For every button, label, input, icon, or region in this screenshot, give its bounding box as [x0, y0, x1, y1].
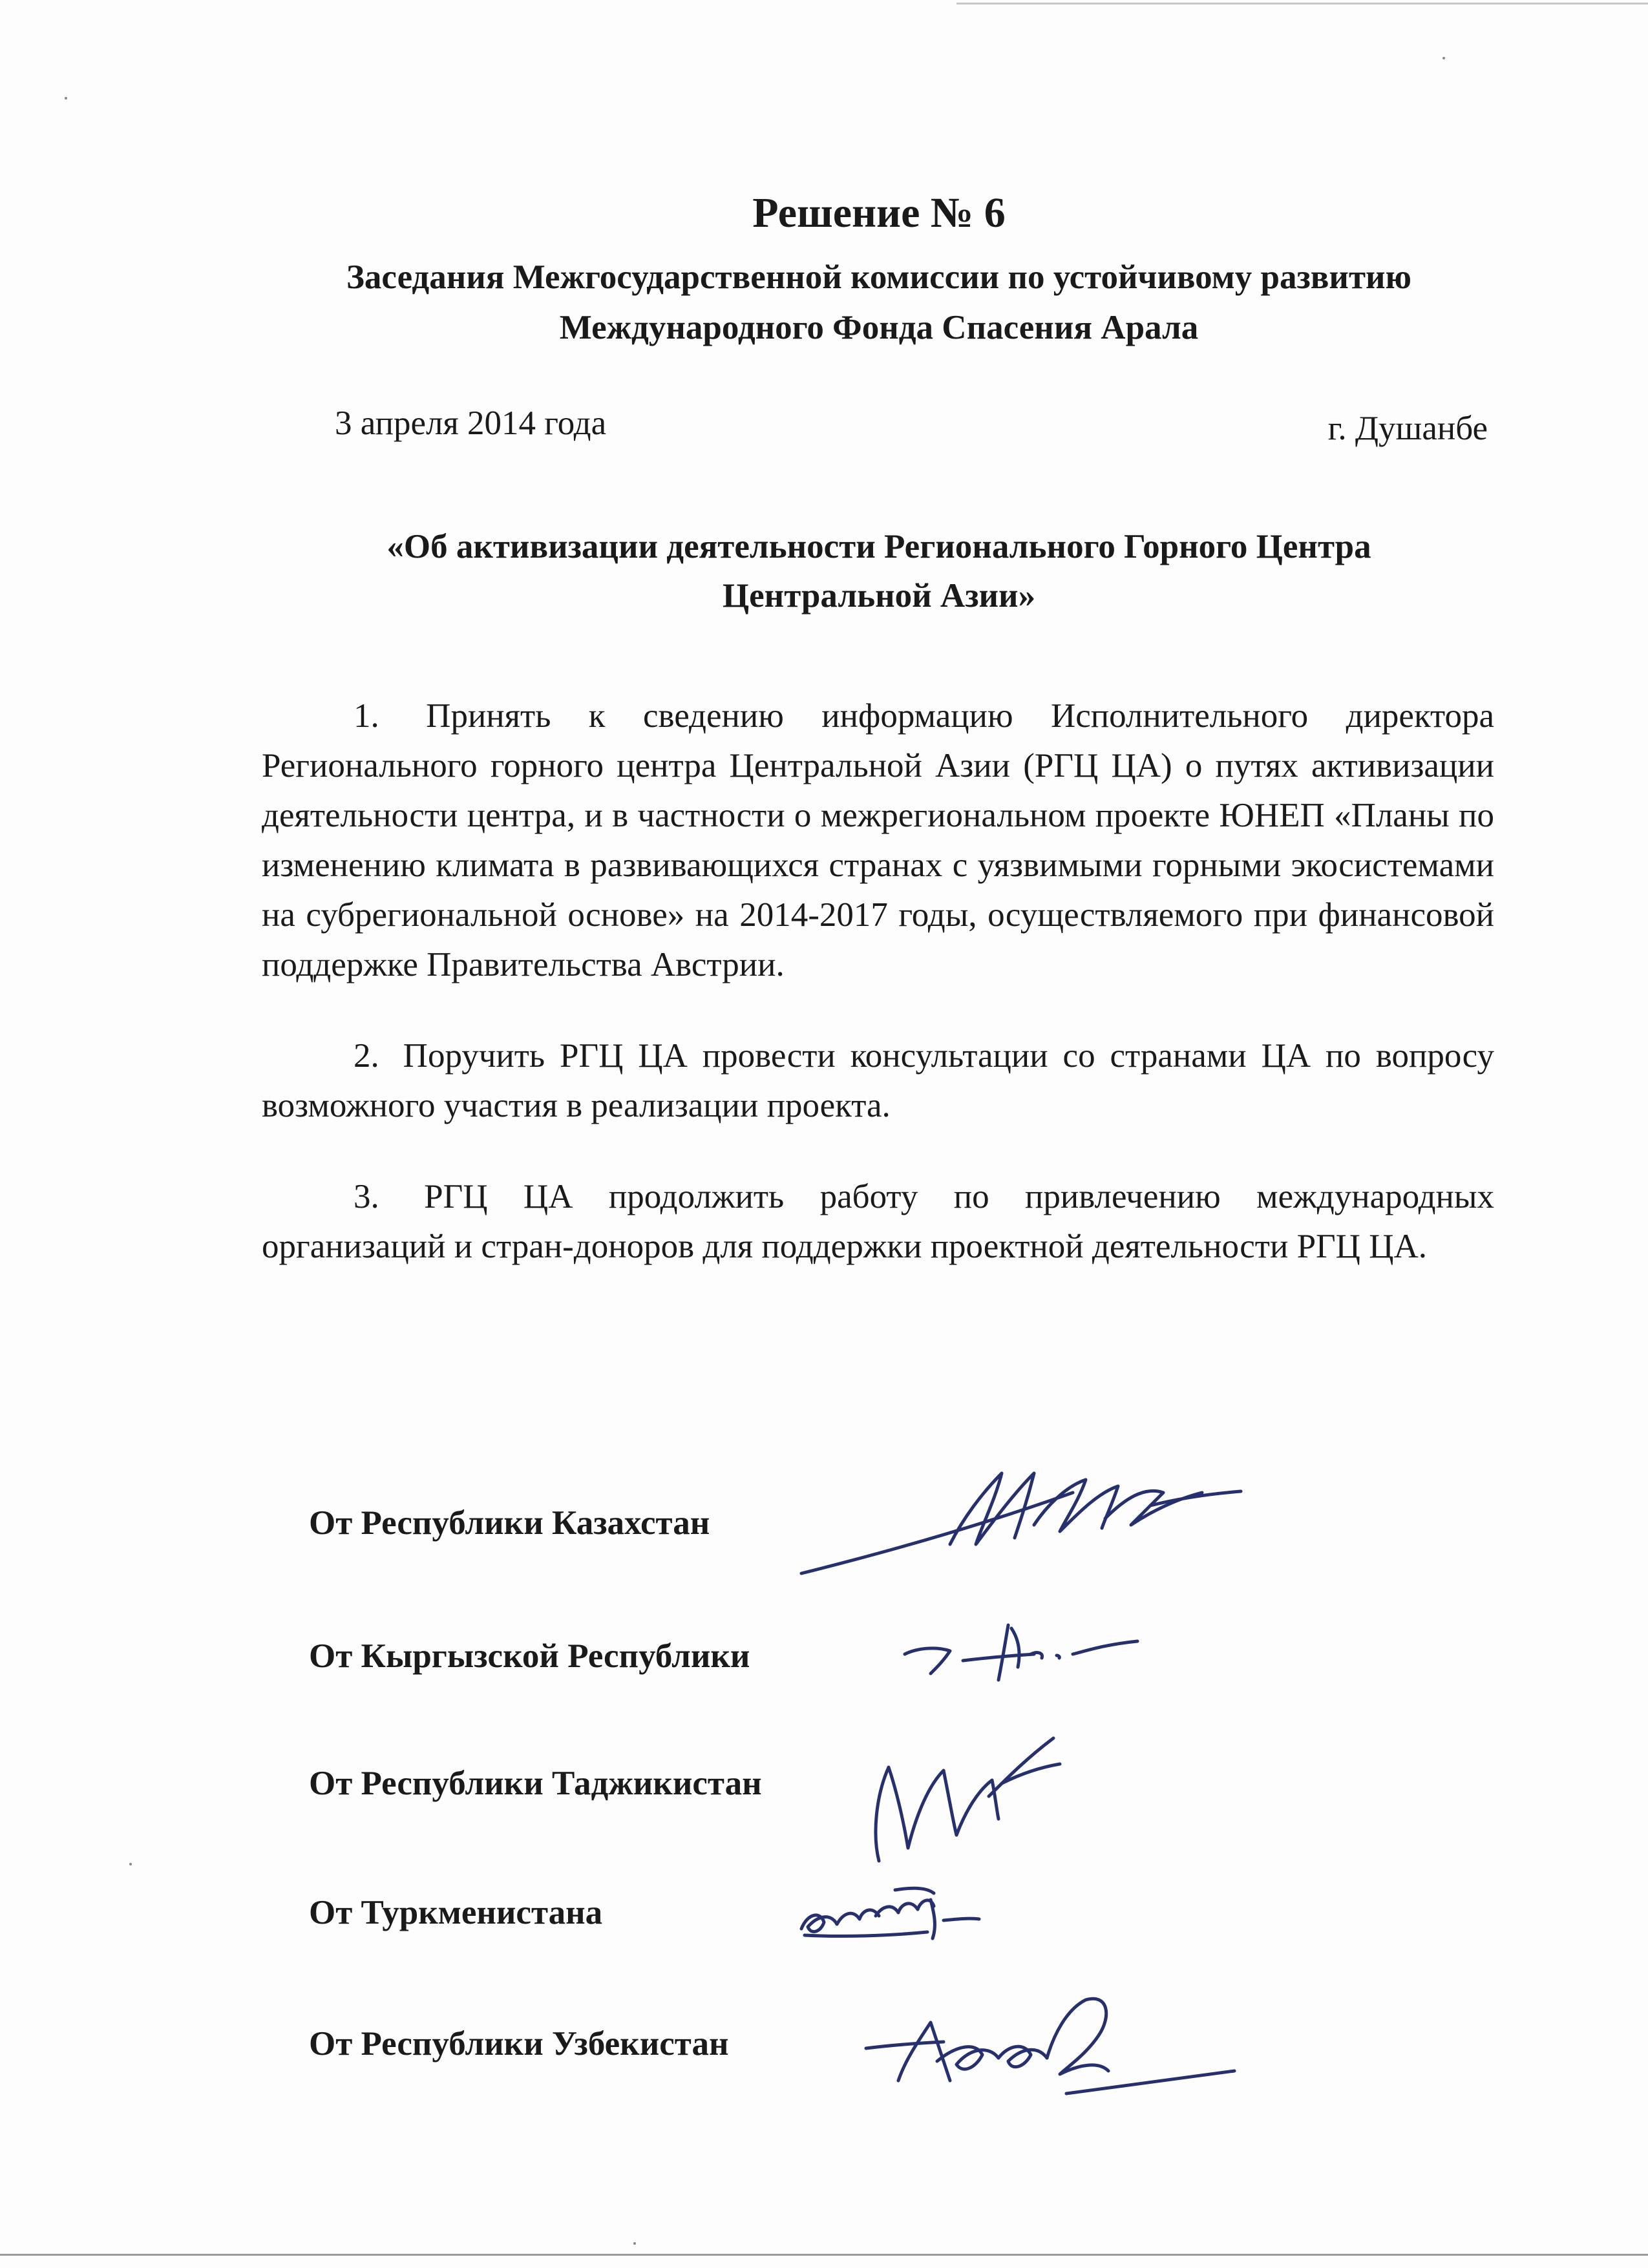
decision-item — [262, 1031, 1494, 1131]
signatory-kyrgyzstan-label: От Кыргызской Республики — [309, 1637, 750, 1675]
scan-speck — [65, 97, 67, 100]
subtitle-line: Международного Фонда Спасения Арала — [559, 309, 1199, 346]
item-text: РГЦ ЦА продолжить работу по привлечению международных организаций и стран-доноров для поддержки проектной деятельности РГЦ ЦА. — [262, 1178, 1495, 1265]
document-city: г. Душанбе — [1327, 410, 1488, 447]
decision-item — [262, 691, 1494, 990]
scan-edge-bottom — [0, 2254, 1648, 2256]
decision-heading — [304, 522, 1454, 620]
document-date: 3 апреля 2014 года — [335, 404, 607, 442]
item-number: 2. — [354, 1037, 379, 1075]
subtitle-line: Заседания Межгосударственной комиссии по устойчивому развитию — [346, 258, 1412, 296]
signature-tajikistan-icon — [860, 1706, 1066, 1867]
heading-line: Центральной Азии» — [722, 577, 1036, 614]
document-subtitle — [278, 252, 1480, 353]
scan-speck — [1442, 57, 1445, 59]
item-text: Принять к сведению информацию Исполнительного директора Регионального горного центра Центральной Азии (РГЦ ЦА) о путях активизации деятельности центра, и в частности о межрегиональном проекте ЮНЕП «Планы по изменению климата в развивающихся странах с уязвимыми горными экосистемами на субрегиональной основе» на 2014-2017 годы, осуществляемого при финансовой поддержке Правительства Австрии. — [262, 697, 1494, 983]
scan-speck — [633, 2242, 636, 2245]
signature-turkmenistan-icon — [792, 1880, 986, 1951]
scan-speck — [129, 1863, 132, 1865]
signature-kyrgyzstan-icon — [898, 1615, 1144, 1699]
signatory-kazakhstan-label: От Республики Казахстан — [309, 1504, 710, 1542]
signature-kazakhstan-icon — [788, 1447, 1254, 1590]
decision-item — [262, 1172, 1494, 1272]
scan-edge-top — [956, 3, 1648, 5]
signatory-tajikistan-label: От Республики Таджикистан — [309, 1765, 762, 1802]
decision-items — [262, 691, 1494, 1313]
document-title: Решение № 6 — [752, 189, 1006, 236]
heading-line: «Об активизации деятельности Регионального Горного Центра — [386, 528, 1371, 565]
signature-uzbekistan-icon — [853, 1984, 1241, 2106]
signatory-uzbekistan-label: От Республики Узбекистан — [309, 2025, 729, 2063]
signatory-turkmenistan-label: От Туркменистана — [309, 1894, 603, 1931]
item-number: 1. — [354, 697, 379, 735]
item-number: 3. — [354, 1178, 379, 1215]
item-text: Поручить РГЦ ЦА провести консультации со странами ЦА по вопросу возможного участия в реализации проекта. — [262, 1037, 1494, 1124]
